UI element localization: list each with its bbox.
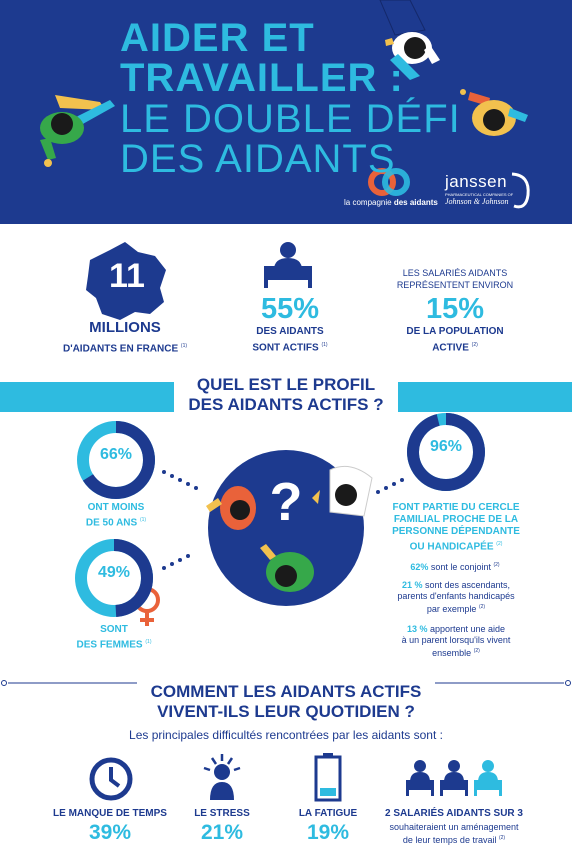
stat-salaries-label: DE LA POPULATION — [406, 326, 504, 337]
desk-worker-icon — [260, 240, 316, 288]
difficulty-time-label: LE MANQUE DE TEMPS — [53, 808, 167, 819]
donut-family-caption2: FAMILIAL PROCHE DE LA — [393, 514, 519, 525]
title-line-2: TRAVAILLER : — [120, 56, 404, 100]
donut-family-caption3: PERSONNE DÉPENDANTE — [392, 526, 520, 537]
difficulty-fatigue-value: 19% — [306, 821, 350, 844]
header-banner — [0, 0, 572, 224]
donut-under-50-caption2: DE 50 ANS $^{(1)}$ — [85, 517, 147, 529]
janssen-logo-mark — [512, 174, 528, 207]
person-left-illustration — [40, 95, 115, 167]
stat-millions-value: 11 — [109, 257, 145, 295]
donut-family-caption1: FONT PARTIE DU CERCLE — [392, 502, 520, 513]
stat-salaries-intro1: LES SALARIÉS AIDANTS — [402, 268, 508, 278]
workers-stat-label: 2 SALARIÉS AIDANTS SUR 3 — [385, 808, 523, 819]
breakdown-parent-line3: ensemble $^{(2)}$ — [432, 648, 480, 658]
three-workers-icon — [404, 758, 504, 798]
donut-women-caption1: SONT — [100, 624, 128, 635]
janssen-logo-jj: Johnson & Johnson — [445, 197, 509, 206]
workers-stat-line2: souhaiteraient un aménagement — [389, 822, 519, 832]
breakdown-conjoint: 62% sont le conjoint $^{(2)}$ — [410, 562, 500, 572]
clock-icon — [88, 756, 134, 802]
breakdown-parent-line2: à un parent lorsqu'ils vivent — [401, 635, 511, 645]
donut-women-caption2: DES FEMMES $^{(1)}$ — [76, 639, 152, 651]
profil-title: QUEL EST LE PROFIL DES AIDANTS ACTIFS ? — [0, 375, 572, 415]
title-line-1: AIDER ET — [120, 16, 315, 60]
stat-actifs-value: 55% — [260, 293, 320, 325]
stat-salaries-label2: ACTIVE $^{(2)}$ — [432, 342, 478, 354]
quotidien-title: COMMENT LES AIDANTS ACTIFS VIVENT-ILS LEUR QUOTIDIEN ? — [0, 682, 572, 722]
donut-under-50-caption1: ONT MOINS — [87, 502, 145, 513]
stress-person-icon — [200, 754, 244, 802]
stat-millions-label: MILLIONS — [89, 319, 161, 336]
stat-actifs-label: DES AIDANTS — [256, 326, 324, 337]
donut-family-caption4: OU HANDICAPÉE $^{(2)}$ — [409, 541, 503, 553]
title-line-3: LE DOUBLE DÉFI — [120, 97, 461, 141]
stat-millions-label2: D'AIDANTS EN FRANCE $^{(1)}$ — [62, 343, 188, 355]
quotidien-subtitle: Les principales difficultés rencontrées par les aidants sont : — [129, 728, 443, 742]
difficulty-fatigue-label: LA FATIGUE — [298, 808, 358, 819]
workers-stat-line3: de leur temps de travail $^{(2)}$ — [402, 835, 506, 845]
compagnie-logo-label: la compagnie des aidants — [344, 198, 438, 207]
breakdown-ascendants-line3: par exemple $^{(2)}$ — [426, 604, 486, 614]
stat-actifs-label2: SONT ACTIFS $^{(1)}$ — [252, 342, 328, 354]
person-right-illustration — [460, 89, 528, 136]
janssen-logo-name: janssen — [445, 172, 508, 191]
stat-salaries-intro2: REPRÉSENTENT ENVIRON — [396, 280, 514, 290]
difficulty-stress-label: LE STRESS — [194, 808, 250, 819]
donut-family-value: 96% — [429, 438, 463, 455]
breakdown-parent: 13 % apportent une aide — [406, 624, 506, 634]
donut-under-50-value: 66% — [99, 446, 133, 463]
title-line-4: DES AIDANTS — [120, 137, 396, 181]
janssen-logo-sub: PHARMACEUTICAL COMPANIES OF — [445, 192, 514, 197]
difficulty-time-value: 39% — [88, 821, 132, 844]
donut-women-value: 49% — [97, 564, 131, 581]
battery-low-icon — [314, 752, 342, 802]
stat-salaries-value: 15% — [425, 293, 485, 325]
breakdown-ascendants-line2: parents d'enfants handicapés — [397, 591, 515, 601]
breakdown-ascendants: 21 % sont des ascendants, — [401, 580, 511, 590]
difficulty-stress-value: 21% — [200, 821, 244, 844]
question-mark: ? — [269, 472, 303, 532]
